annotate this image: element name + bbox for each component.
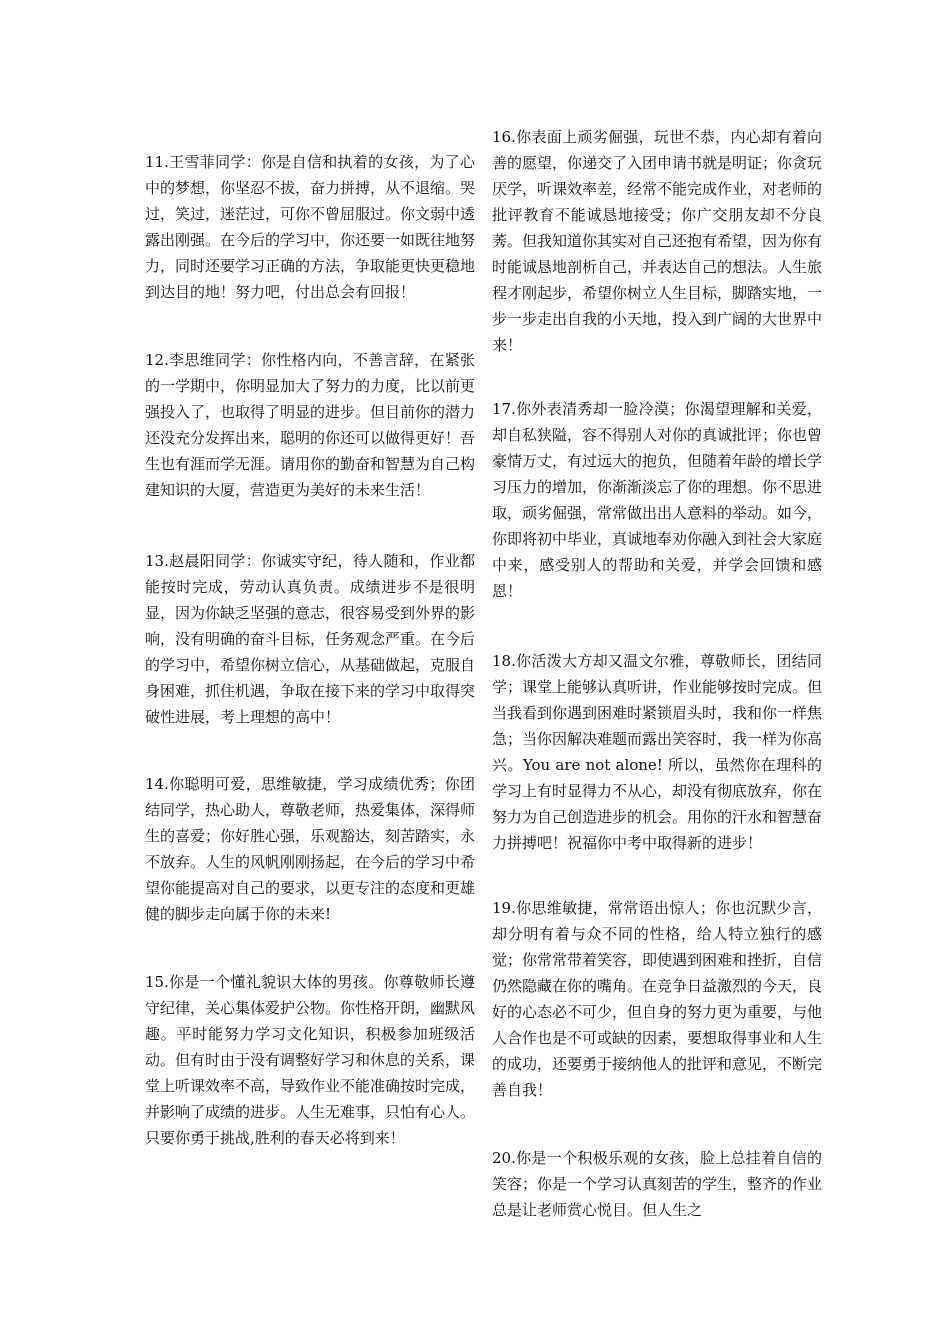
comment-15: 15.你是一个懂礼貌识大体的男孩。你尊敬师长遵守纪律，关心集体爱护公物。你性格开朗，幽默风趣。平时能努力学习文化知识，积极参加班级活动。但有时由于没有调整好学习和休息的关系，课堂上听课效率不高，导致作业不能准确按时完成，并影响了成绩的进步。人生无难事，只怕有心人。只要你勇于挑战,胜利的春天必将到来！ [145, 973, 476, 1147]
comment-18: 18.你活泼大方却又温文尔雅，尊敬师长，团结同学；课堂上能够认真听讲，作业能够按时完成。但当我看到你遇到困难时紧锁眉头时，我和你一样焦急；当你因解决难题而露出笑容时，我一样为你高兴。You are not alone! 所以，虽然你在理科的学习上有时显得力不从心，却没有彻底放弃，你在努力为自己创造进步的机会。用你的汗水和智慧奋力拼搏吧！祝福你中考中取得新的进步！ [492, 652, 823, 852]
comment-11: 11.王雪菲同学：你是自信和执着的女孩，为了心中的梦想，你坚忍不拔，奋力拼搏，从不退缩。哭过，笑过，迷茫过，可你不曾屈服过。你文弱中透露出刚强。在今后的学习中，你还要一如既往地努力，同时还要学习正确的方法，争取能更快更稳地到达目的地！努力吧，付出总会有回报！ [145, 153, 476, 301]
comment-13: 13.赵晨阳同学：你诚实守纪，待人随和，作业都能按时完成，劳动认真负责。成绩进步不是很明显，因为你缺乏坚强的意志，很容易受到外界的影响，没有明确的奋斗目标，任务观念严重。在今后的学习中，希望你树立信心，从基础做起，克服自身困难，抓住机遇，争取在接下来的学习中取得突破性进展，考上理想的高中！ [145, 552, 476, 726]
comment-16: 16.你表面上顽劣倔强，玩世不恭，内心却有着向善的愿望，你递交了入团申请书就是明证；你贪玩厌学，听课效率差，经常不能完成作业，对老师的批评教育不能诚恳地接受；你广交朋友却不分良莠。但我知道你其实对自己还抱有希望，因为你有时能诚恳地剖析自己，并表达自己的想法。人生旅程才刚起步，希望你树立人生目标，脚踏实地，一步一步走出自我的小天地，投入到广阔的大世界中来！ [492, 128, 823, 354]
comment-12: 12.李思维同学：你性格内向，不善言辞，在紧张的一学期中，你明显加大了努力的力度，比以前更强投入了，也取得了明显的进步。但目前你的潜力还没充分发挥出来，聪明的你还可以做得更好！吾生也有涯而学无涯。请用你的勤奋和智慧为自己构建知识的大厦，营造更为美好的未来生活！ [145, 351, 476, 499]
comment-14: 14.你聪明可爱，思维敏捷，学习成绩优秀；你团结同学，热心助人，尊敬老师，热爱集体，深得师生的喜爱；你好胜心强，乐观豁达，刻苦踏实，永不放弃。人生的风帆刚刚扬起，在今后的学习中希望你能提高对自己的要求，以更专注的态度和更雄健的脚步走向属于你的未来! [145, 775, 476, 923]
comment-20: 20.你是一个积极乐观的女孩，脸上总挂着自信的笑容；你是一个学习认真刻苦的学生，整齐的作业总是让老师赏心悦目。但人生之 [492, 1149, 823, 1219]
comment-17: 17.你外表清秀却一脸冷漠；你渴望理解和关爱，却自私狭隘，容不得别人对你的真诚批评；你也曾豪情万丈，有过远大的抱负，但随着年龄的增长学习压力的增加，你渐渐淡忘了你的理想。你不思进取，顽劣倔强，常常做出出人意料的举动。如今，你即将初中毕业，真诚地奉劝你融入到社会大家庭中来，感受别人的帮助和关爱，并学会回馈和感恩！ [492, 400, 823, 600]
comment-19: 19.你思维敏捷，常常语出惊人；你也沉默少言，却分明有着与众不同的性格，给人特立独行的感觉；你常常带着笑容，即使遇到困难和挫折，自信仍然隐藏在你的嘴角。在竞争日益激烈的今天，良好的心态必不可少，但自身的努力更为重要，与他人合作也是不可或缺的因素，要想取得事业和人生的成功，还要勇于接纳他人的批评和意见，不断完善自我！ [492, 899, 823, 1099]
